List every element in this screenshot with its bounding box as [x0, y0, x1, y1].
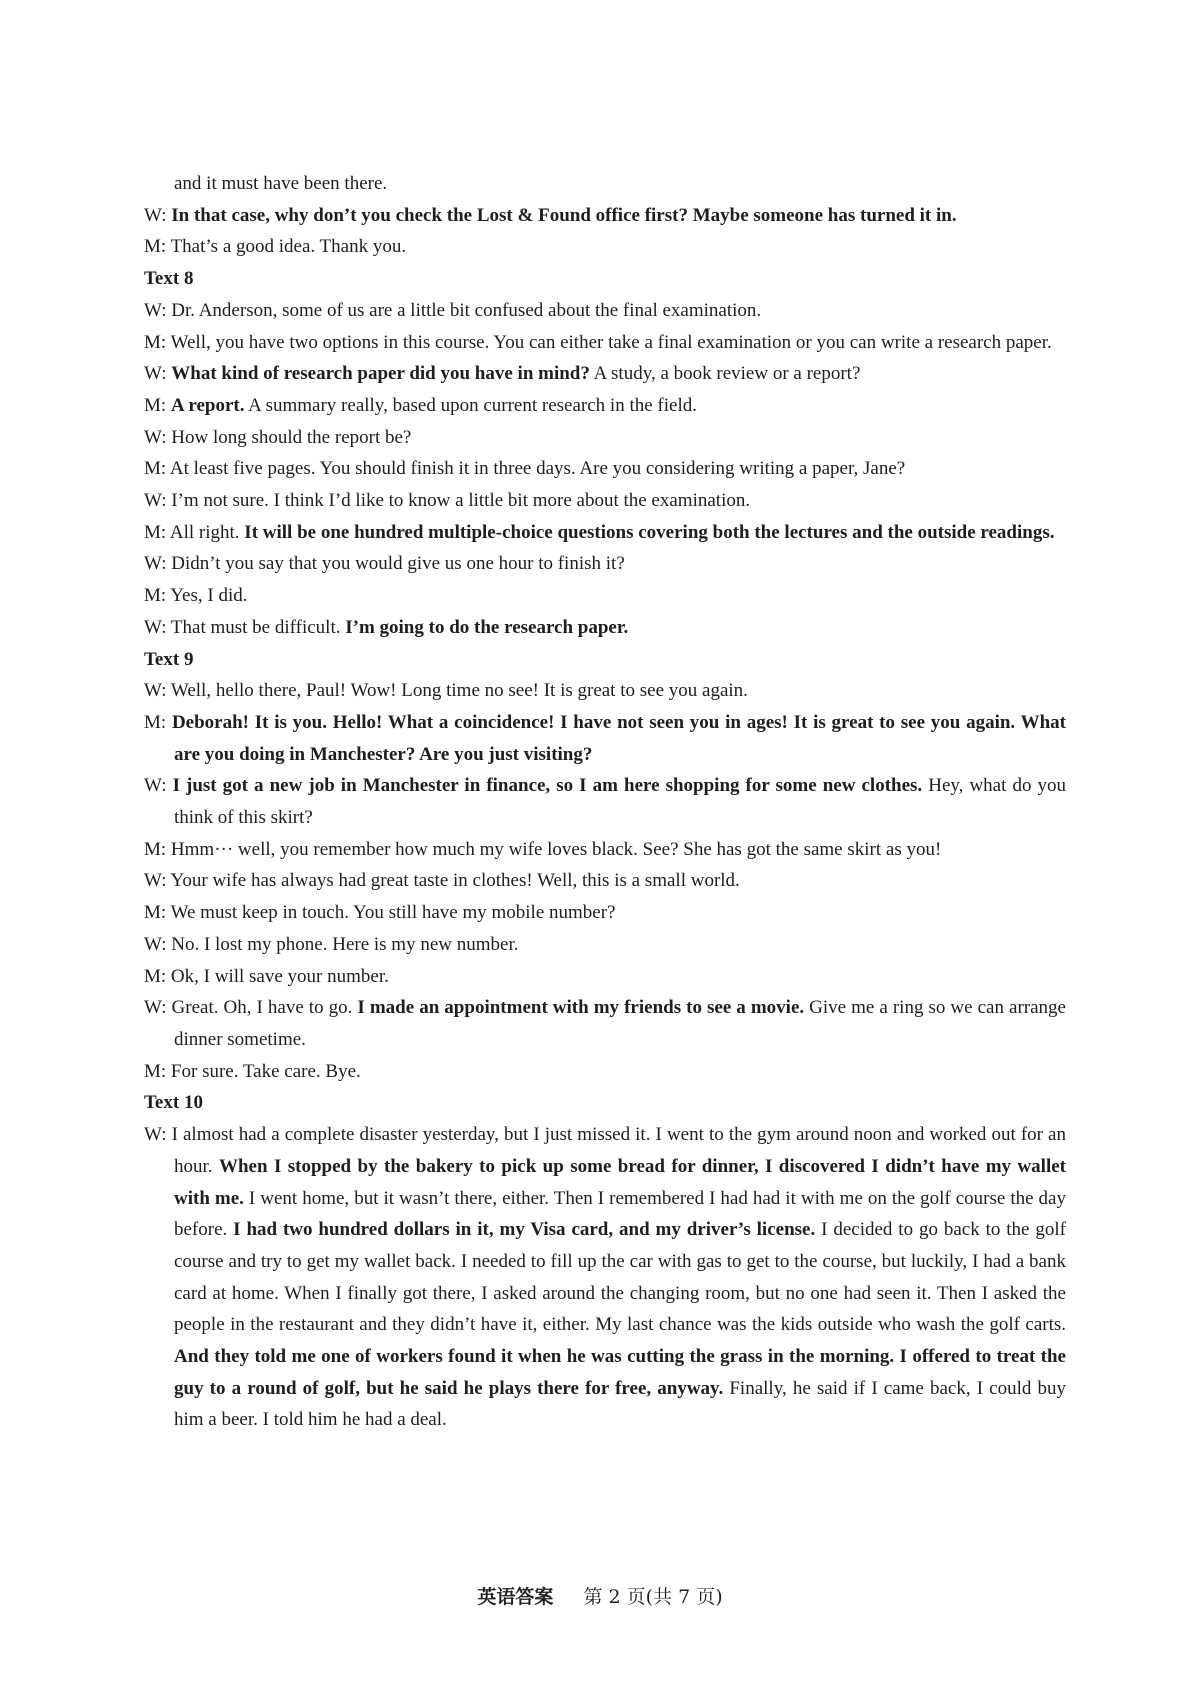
- dialogue-line: [144, 200, 1066, 232]
- key-answer-text: Text 9: [144, 648, 194, 670]
- line-text: M:: [144, 711, 172, 733]
- line-text: M: For sure. Take care. Bye.: [144, 1060, 361, 1082]
- dialogue-line: [144, 612, 1066, 644]
- line-text: W:: [144, 204, 172, 226]
- key-answer-text: A report.: [170, 394, 245, 416]
- line-text: W: That must be difficult.: [144, 616, 346, 638]
- dialogue-line: [144, 834, 1066, 866]
- key-answer-text: Text 8: [144, 268, 194, 290]
- dialogue-line: [144, 390, 1066, 422]
- line-text: W: Great. Oh, I have to go.: [144, 997, 358, 1019]
- key-answer-text: And they told me one of workers found it when he was cutting the grass in the morning. I offered to treat the guy to a round of golf, but he said he plays there for free, anyway.: [174, 1346, 1066, 1399]
- key-answer-text: I made an appointment with my friends to see a movie.: [357, 997, 805, 1019]
- line-text: W: No. I lost my phone. Here is my new number.: [144, 933, 519, 955]
- line-text: M: At least five pages. You should finish it in three days. Are you considering writing a paper, Jane?: [144, 458, 906, 480]
- line-text: A summary really, based upon current research in the field.: [244, 394, 697, 416]
- key-answer-text: What kind of research paper did you have in mind?: [171, 363, 590, 385]
- line-text: M: Yes, I did.: [144, 585, 248, 607]
- dialogue-line: [144, 675, 1066, 707]
- dialogue-line: [144, 295, 1066, 327]
- line-text: Finally, he said if I came back, I could buy him a beer. I told him he had a deal.: [174, 1377, 1066, 1431]
- dialogue-line: [144, 770, 1066, 833]
- dialogue-line: [144, 327, 1066, 359]
- dialogue-line: [144, 707, 1066, 770]
- dialogue-line: [144, 1056, 1066, 1088]
- line-text: W:: [144, 775, 173, 797]
- dialogue-line: [144, 517, 1066, 549]
- line-text: Hey, what do you think of this skirt?: [174, 775, 1066, 829]
- footer-page-number: 第 2 页(共 7 页): [583, 1586, 723, 1608]
- line-text: I went home, but it wasn’t there, either. Then I remembered I had had it with me on the golf course the day before.: [174, 1187, 1066, 1241]
- dialogue-line: [144, 231, 1066, 263]
- dialogue-line: [144, 485, 1066, 517]
- section-heading: [144, 263, 1066, 295]
- line-text: I decided to go back to the golf course and try to get my wallet back. I needed to fill up the car with gas to get to the course, but luckily, I had a bank card at home. When I finally got there, I asked around the changing room, but no one had seen it. Then I asked the people in the restaurant and they didn’t have it, either. My last chance was the kids outside who wash the golf carts.: [174, 1219, 1066, 1336]
- dialogue-line: [144, 1119, 1066, 1436]
- dialogue-line: [144, 168, 1066, 200]
- dialogue-line: [144, 548, 1066, 580]
- dialogue-line: [144, 865, 1066, 897]
- dialogue-line: [144, 992, 1066, 1055]
- dialogue-line: [144, 961, 1066, 993]
- key-answer-text: Deborah! It is you. Hello! What a coincidence! I have not seen you in ages! It is great to see you again. What are you doing in Manchester? Are you just visiting?: [171, 711, 1066, 765]
- dialogue-line: [144, 358, 1066, 390]
- line-text: W: Didn’t you say that you would give us one hour to finish it?: [144, 553, 625, 575]
- line-text: W: I’m not sure. I think I’d like to know a little bit more about the examination.: [144, 490, 751, 512]
- key-answer-text: I just got a new job in Manchester in finance, so I am here shopping for some new clothes.: [172, 775, 923, 797]
- section-heading: [144, 644, 1066, 676]
- footer-subject: 英语答案: [477, 1586, 554, 1608]
- key-answer-text: It will be one hundred multiple-choice questions covering both the lectures and the outside readings.: [244, 521, 1055, 543]
- dialogue-line: [144, 897, 1066, 929]
- dialogue-line: [144, 580, 1066, 612]
- line-text: M: Ok, I will save your number.: [144, 965, 389, 987]
- line-text: M:: [144, 394, 171, 416]
- line-text: W: How long should the report be?: [144, 426, 412, 448]
- line-text: A study, a book review or a report?: [589, 363, 861, 385]
- key-answer-text: I had two hundred dollars in it, my Visa card, and my driver’s license.: [233, 1219, 816, 1241]
- key-answer-text: In that case, why don’t you check the Lost & Found office first? Maybe someone has turned it in.: [171, 204, 957, 226]
- key-answer-text: When I stopped by the bakery to pick up some bread for dinner, I discovered I didn’t have my wallet with me.: [174, 1155, 1066, 1209]
- line-text: M: That’s a good idea. Thank you.: [144, 236, 407, 258]
- line-text: M: All right.: [144, 521, 245, 543]
- dialogue-line: [144, 453, 1066, 485]
- page-footer: [0, 1582, 1200, 1609]
- line-text: W: Dr. Anderson, some of us are a little bit confused about the final examination.: [144, 299, 762, 321]
- line-text: W:: [144, 363, 172, 385]
- line-text: M: Hmm··· well, you remember how much my wife loves black. See? She has got the same skirt as you!: [144, 838, 942, 860]
- key-answer-text: Text 10: [144, 1092, 203, 1114]
- line-text: W: Your wife has always had great taste in clothes! Well, this is a small world.: [144, 870, 740, 892]
- line-text: and it must have been there.: [174, 173, 388, 194]
- dialogue-line: [144, 929, 1066, 961]
- line-text: W: Well, hello there, Paul! Wow! Long time no see! It is great to see you again.: [144, 680, 748, 702]
- section-heading: [144, 1087, 1066, 1119]
- line-text: W: I almost had a complete disaster yesterday, but I just missed it. I went to the gym around noon and worked out for an hour.: [144, 1124, 1066, 1177]
- key-answer-text: I’m going to do the research paper.: [345, 616, 629, 638]
- answer-transcript: [144, 168, 1066, 1436]
- line-text: Give me a ring so we can arrange dinner sometime.: [174, 997, 1066, 1050]
- line-text: M: We must keep in touch. You still have my mobile number?: [144, 902, 616, 924]
- dialogue-line: [144, 422, 1066, 454]
- line-text: M: Well, you have two options in this course. You can either take a final examination or you can write a research paper.: [144, 331, 1052, 353]
